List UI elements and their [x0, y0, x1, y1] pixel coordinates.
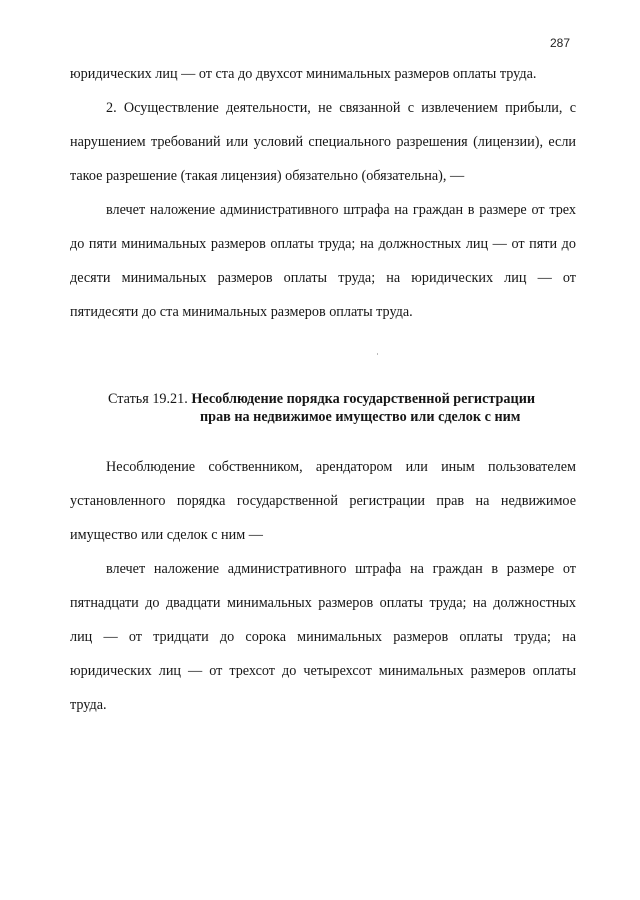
scan-speck [377, 353, 378, 355]
article-title-line-2: прав на недвижимое имущество или сделок с ним [200, 409, 521, 425]
text-block-top [70, 57, 576, 329]
paragraph-penalty-1: влечет наложение административного штрафа на граждан в размере от трех до пяти минимальных размеров оплаты труда; на должностных лиц — от пяти до десяти минимальных размеров оплаты труда; на юридических лиц — от пятидесяти до ста минимальных размеров оплаты труда. [70, 202, 576, 320]
article-title-line-1: Несоблюдение порядка государственной регистрации [191, 391, 536, 407]
paragraph-continuation: юридических лиц — от ста до двухсот минимальных размеров оплаты труда. [70, 66, 537, 82]
paragraph-article-disposition: Несоблюдение собственником, арендатором или иным пользователем установленного порядка государственной регистрации прав на недвижимое имущество или сделок с ним — [70, 459, 576, 543]
text-block-article [70, 450, 576, 722]
paragraph-article-penalty: влечет наложение административного штрафа на граждан в размере от пятнадцати до двадцати минимальных размеров оплаты труда; на должностных лиц — от тридцати до сорока минимальных размеров оплаты труда; на юридических лиц — от трехсот до четырехсот минимальных размеров оплаты труда. [70, 561, 576, 713]
paragraph-item-2: 2. Осуществление деятельности, не связанной с извлечением прибыли, с нарушением требований или условий специального разрешения (лицензии), если такое разрешение (такая лицензия) обязательно (обязательна), — [70, 100, 576, 184]
article-number: Статья 19.21. [108, 391, 188, 407]
article-heading [108, 390, 588, 426]
page-number: 287 [549, 36, 570, 50]
